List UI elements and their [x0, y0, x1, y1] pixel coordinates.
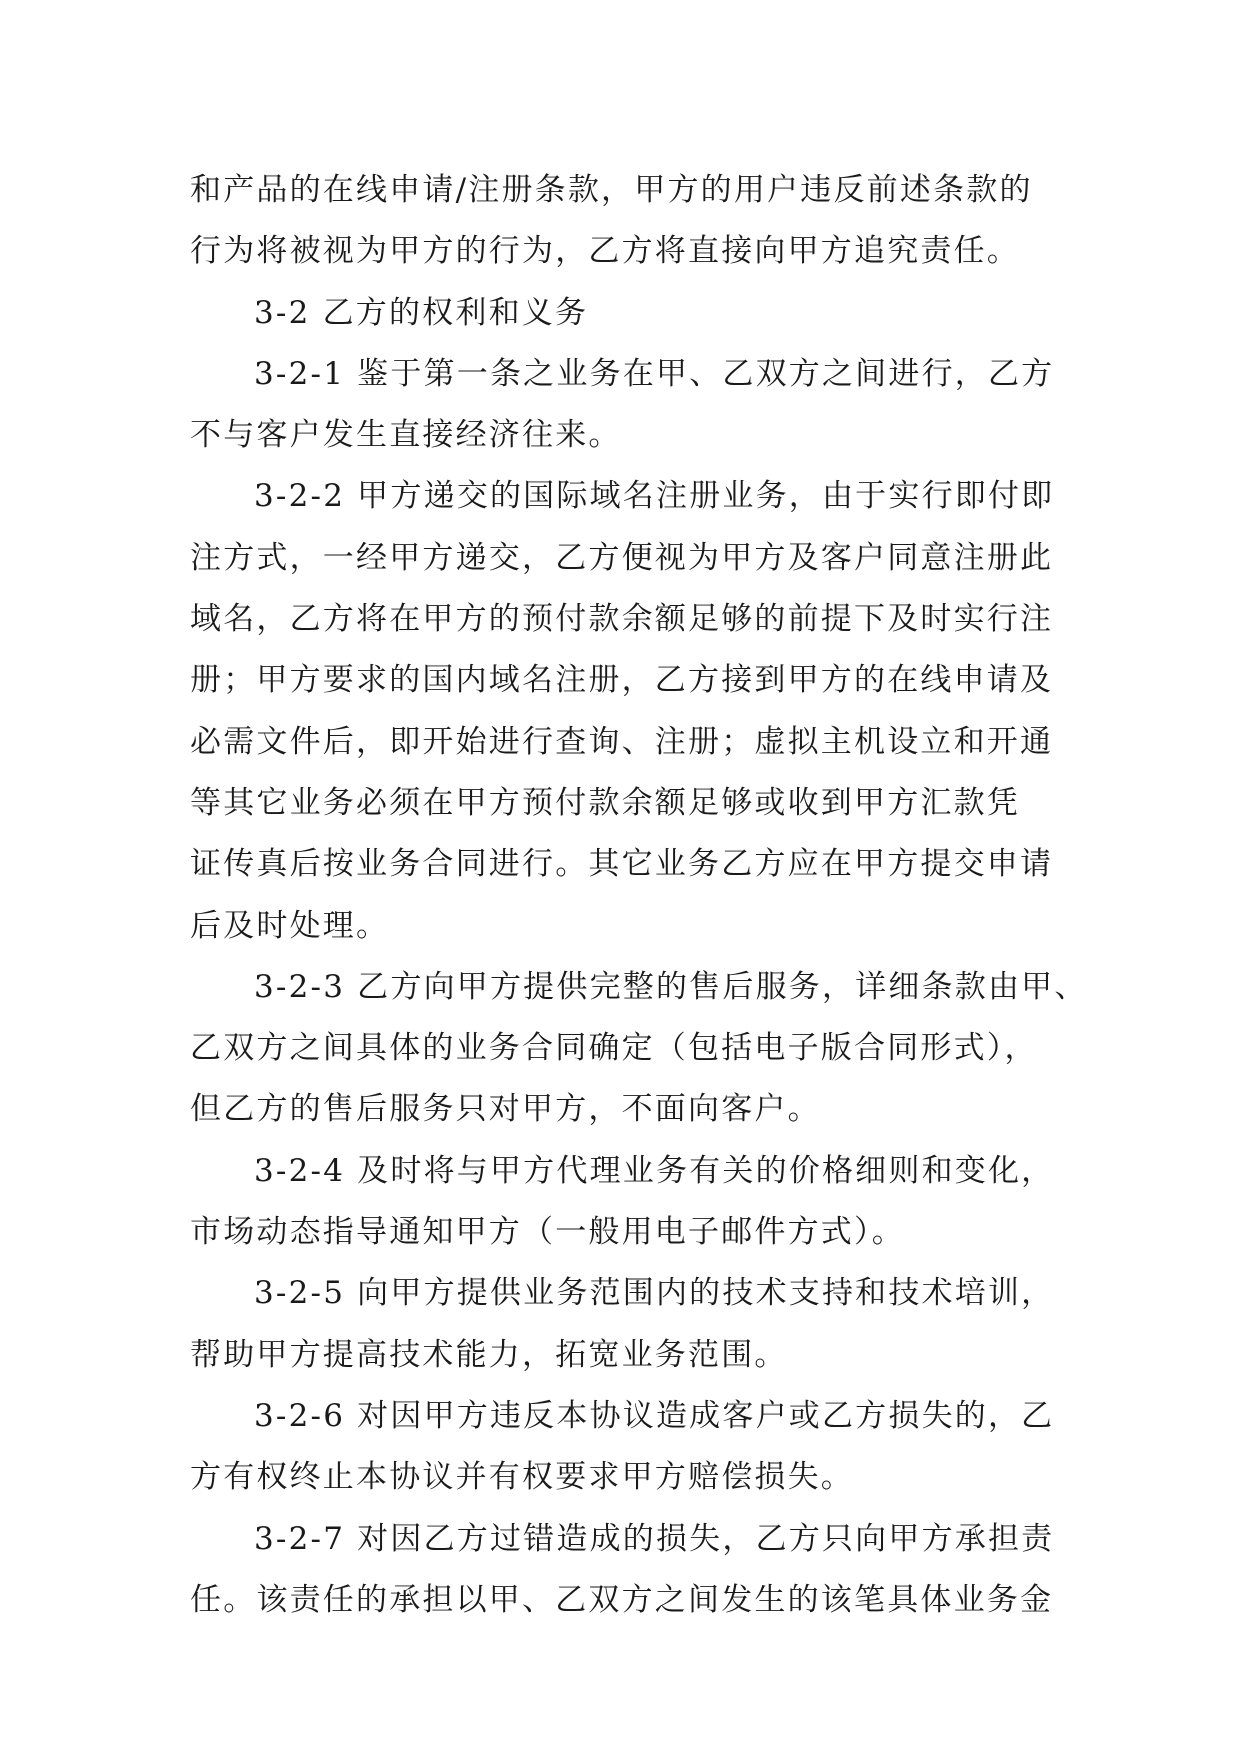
clause-start-line: 3-2-4 及时将与甲方代理业务有关的价格细则和变化，: [254, 1152, 1055, 1189]
text-line: 后及时处理。: [190, 907, 390, 944]
document-body: [190, 160, 1088, 1631]
text-line: 乙双方之间具体的业务合同确定（包括电子版合同形式），: [190, 1030, 1038, 1067]
text-line: 必需文件后，即开始进行查询、注册；虚拟主机设立和开通: [190, 723, 1054, 760]
clause-start-line: 3-2-2 甲方递交的国际域名注册业务，由于实行即付即: [254, 478, 1055, 515]
clause-start-line: 3-2-1 鉴于第一条之业务在甲、乙双方之间进行，乙方: [254, 355, 1055, 392]
text-line: 市场动态指导通知甲方（一般用电子邮件方式）。: [190, 1214, 905, 1251]
text-line: 任。该责任的承担以甲、乙双方之间发生的该笔具体业务金: [190, 1581, 1054, 1618]
text-line: 方有权终止本协议并有权要求甲方赔偿损失。: [190, 1459, 854, 1496]
clause-start-line: 3-2-7 对因乙方过错造成的损失，乙方只向甲方承担责: [254, 1520, 1055, 1557]
text-line: 册；甲方要求的国内域名注册，乙方接到甲方的在线申请及: [190, 662, 1054, 699]
text-line: 证传真后按业务合同进行。其它业务乙方应在甲方提交申请: [190, 846, 1054, 883]
text-line: 和产品的在线申请/注册条款，甲方的用户违反前述条款的: [190, 172, 1033, 208]
clause-start-line: 3-2-6 对因甲方违反本协议造成客户或乙方损失的，乙: [254, 1397, 1055, 1434]
text-line: 行为将被视为甲方的行为，乙方将直接向甲方追究责任。: [190, 233, 1020, 270]
text-line: 注方式，一经甲方递交，乙方便视为甲方及客户同意注册此: [190, 539, 1054, 576]
text-line: 域名，乙方将在甲方的预付款余额足够的前提下及时实行注: [190, 601, 1054, 638]
section-heading: 3-2 乙方的权利和义务: [254, 294, 589, 331]
text-line: 但乙方的售后服务只对甲方，不面向客户。: [190, 1091, 821, 1128]
clause-start-line: 3-2-3 乙方向甲方提供完整的售后服务，详细条款由甲、: [254, 968, 1088, 1005]
text-line: 不与客户发生直接经济往来。: [190, 417, 622, 454]
text-line: 等其它业务必须在甲方预付款余额足够或收到甲方汇款凭: [190, 784, 1020, 821]
clause-start-line: 3-2-5 向甲方提供业务范围内的技术支持和技术培训，: [254, 1275, 1055, 1312]
text-line: 帮助甲方提高技术能力，拓宽业务范围。: [190, 1336, 788, 1373]
